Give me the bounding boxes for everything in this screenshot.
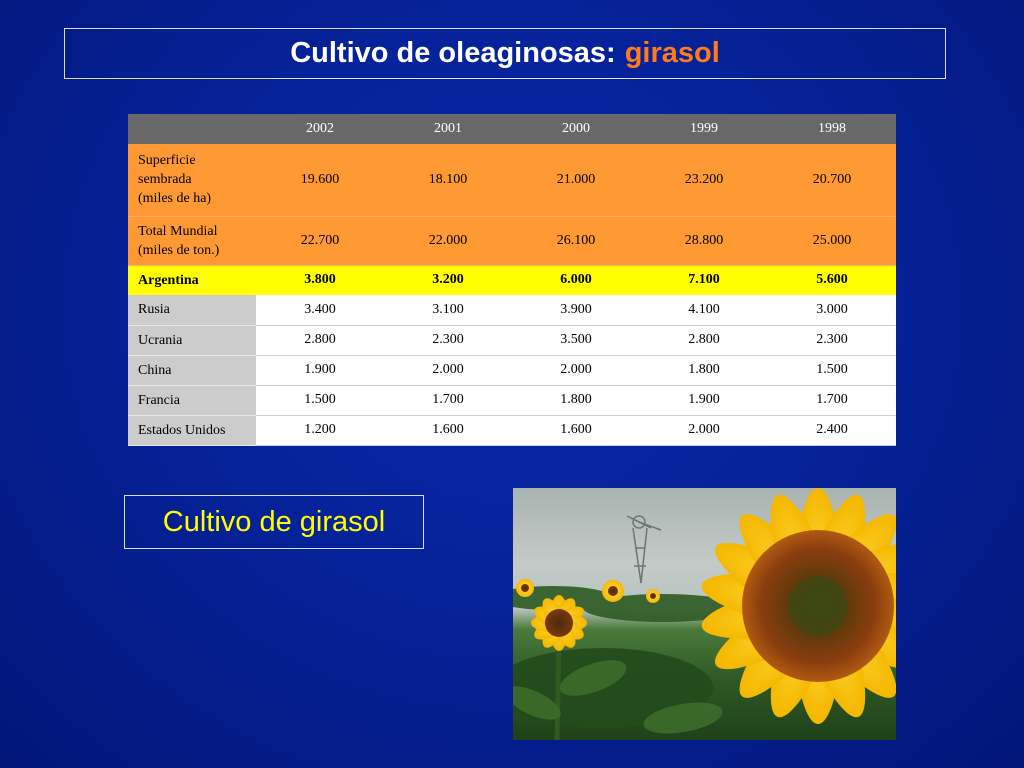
- label-line: (miles de ton.): [138, 242, 220, 258]
- table-cell: 1.500: [768, 355, 896, 385]
- table-cell: 1.900: [640, 385, 768, 415]
- year-header: 2001: [434, 121, 462, 136]
- table-cell: 23.200: [640, 144, 768, 216]
- table-cell: 1.800: [640, 355, 768, 385]
- table-cell: 1.700: [384, 385, 512, 415]
- table-row: [128, 355, 896, 385]
- table-cell: 3.200: [432, 272, 464, 288]
- header-corner: [128, 114, 256, 144]
- row-label: Ucrania: [128, 325, 256, 355]
- table-cell: 3.400: [256, 295, 384, 325]
- production-table: [128, 114, 896, 446]
- table-row-argentina: [128, 265, 896, 295]
- table-cell: 1.800: [512, 385, 640, 415]
- table-cell: 21.000: [512, 144, 640, 216]
- year-header: 2000: [562, 121, 590, 136]
- label-line: sembrada: [138, 172, 192, 188]
- table-cell: 6.000: [560, 272, 592, 288]
- title-main: Cultivo de oleaginosas:: [290, 37, 616, 69]
- table-cell: 4.100: [640, 295, 768, 325]
- table-cell: 3.100: [384, 295, 512, 325]
- table-cell: 2.000: [384, 355, 512, 385]
- row-label-superficie: [128, 144, 256, 216]
- table-cell: 1.700: [768, 385, 896, 415]
- table-cell: 1.200: [256, 415, 384, 445]
- slide-title: [64, 28, 946, 79]
- table-cell: 2.800: [640, 325, 768, 355]
- table-cell: 18.100: [384, 144, 512, 216]
- row-label: China: [128, 355, 256, 385]
- table-cell: 2.300: [768, 325, 896, 355]
- table-cell: 2.300: [384, 325, 512, 355]
- title-accent: girasol: [624, 37, 720, 69]
- table-header-row: [128, 114, 896, 144]
- sunflower-field-icon: [513, 488, 896, 740]
- sunflower-field-photo: [513, 488, 896, 740]
- table-row: [128, 415, 896, 445]
- subtitle-box: [124, 495, 424, 549]
- table-row: [128, 325, 896, 355]
- table-row: [128, 385, 896, 415]
- subtitle-text: Cultivo de girasol: [162, 505, 386, 538]
- table-cell: 1.600: [512, 415, 640, 445]
- row-label: Argentina: [138, 272, 199, 288]
- year-header: 1998: [818, 121, 846, 136]
- table-cell: 3.500: [512, 325, 640, 355]
- table-cell: 2.800: [256, 325, 384, 355]
- table-cell: 20.700: [768, 144, 896, 216]
- row-label-total-mundial: [128, 216, 256, 265]
- table-row: [128, 216, 896, 265]
- table-cell: 19.600: [256, 144, 384, 216]
- table-cell: 1.600: [384, 415, 512, 445]
- table-cell: 1.900: [256, 355, 384, 385]
- row-label: Rusia: [128, 295, 256, 325]
- row-label: Francia: [128, 385, 256, 415]
- label-line: (miles de ha): [138, 191, 212, 207]
- table-cell: 22.700: [256, 216, 384, 265]
- table-cell: 5.600: [816, 272, 848, 288]
- row-label: Estados Unidos: [128, 415, 256, 445]
- table-row: [128, 295, 896, 325]
- table-row: [128, 144, 896, 216]
- table-cell: 2.000: [512, 355, 640, 385]
- table-cell: 26.100: [512, 216, 640, 265]
- year-header: 2002: [306, 121, 334, 136]
- large-sunflower-icon: [697, 488, 896, 726]
- table-cell: 25.000: [768, 216, 896, 265]
- windmill-icon: [627, 516, 661, 583]
- table-cell: 3.900: [512, 295, 640, 325]
- table-cell: 3.800: [304, 272, 336, 288]
- table-cell: 7.100: [688, 272, 720, 288]
- table-cell: 22.000: [384, 216, 512, 265]
- label-line: Total Mundial: [138, 223, 218, 239]
- table-cell: 2.400: [768, 415, 896, 445]
- table-cell: 28.800: [640, 216, 768, 265]
- table-cell: 1.500: [256, 385, 384, 415]
- table-cell: 2.000: [640, 415, 768, 445]
- table-cell: 3.000: [768, 295, 896, 325]
- label-line: Superficie: [138, 153, 196, 169]
- year-header: 1999: [690, 121, 718, 136]
